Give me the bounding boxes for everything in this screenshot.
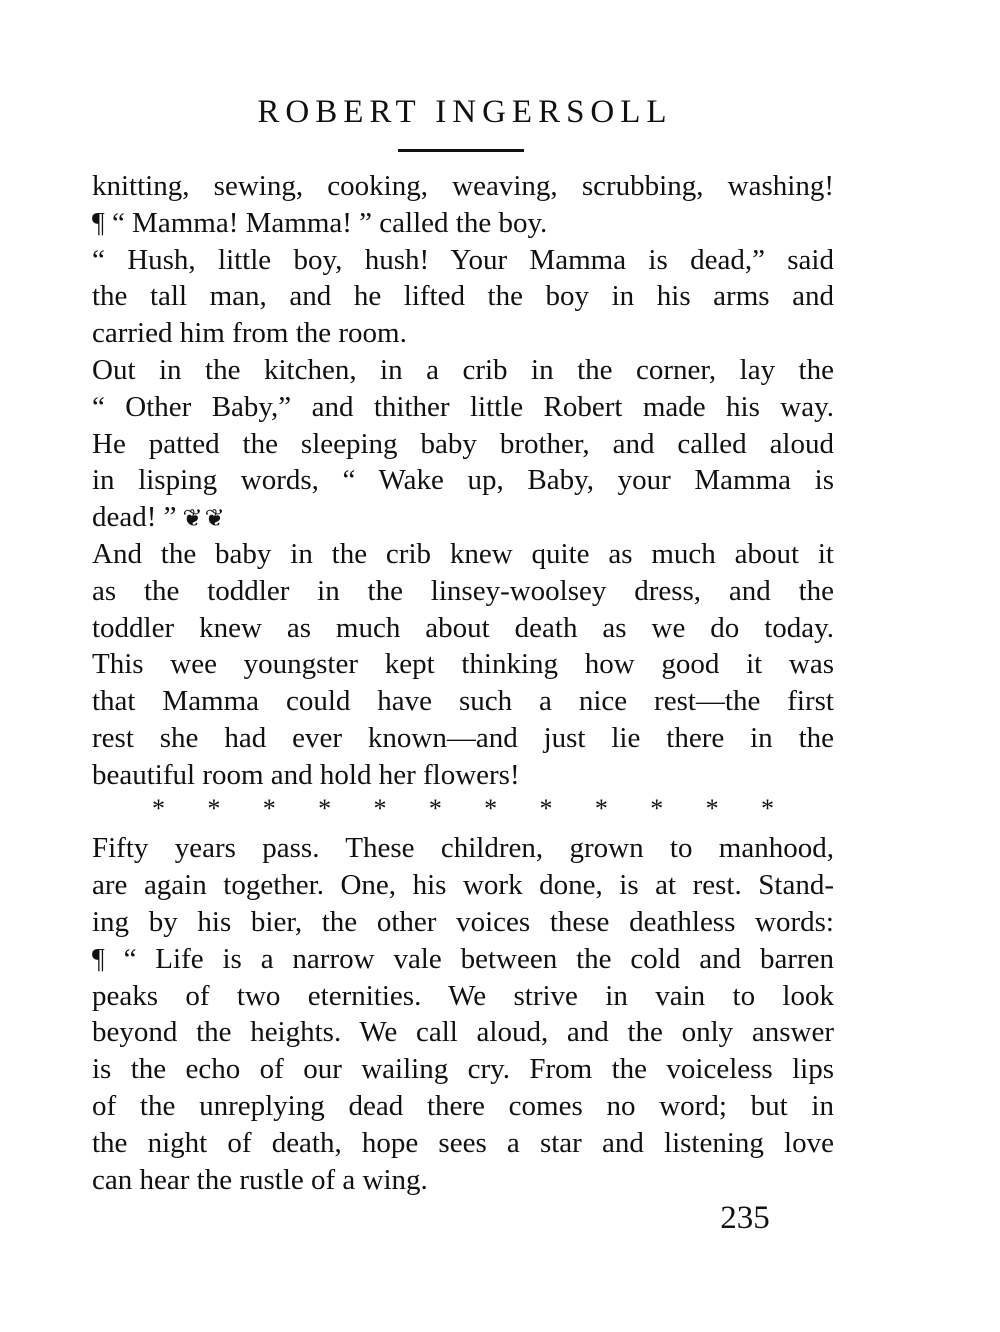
text-line: rest she had ever known—and just lie there in the — [92, 721, 834, 754]
section-break: * * * * * * * * * * * * — [152, 793, 774, 823]
pilcrow-mark: ¶ — [92, 943, 105, 975]
text-line: in lisping words, “ Wake up, Baby, your Mamma is — [92, 464, 834, 497]
text-line: ing by his bier, the other voices these deathless words: — [92, 905, 834, 938]
text-line: toddler knew as much about death as we do today. — [92, 611, 834, 644]
running-title: ROBERT INGERSOLL — [257, 94, 673, 130]
text-line: is the echo of our wailing cry. From the voiceless lips — [92, 1053, 834, 1086]
text-line: knitting, sewing, cooking, weaving, scrubbing, washing! — [92, 170, 834, 202]
text-line: the tall man, and he lifted the boy in his arms and — [92, 280, 834, 313]
text-line-content: “ Mamma! Mamma! ” called the boy. — [111, 206, 548, 239]
text-line — [92, 205, 834, 242]
text-line: Fifty years pass. These children, grown to manhood, — [92, 832, 834, 865]
text-line: beyond the heights. We call aloud, and the only answer — [92, 1016, 834, 1049]
text-line: as the toddler in the linsey-woolsey dress, and the — [92, 574, 834, 607]
text-line-content: dead! ” — [92, 501, 177, 534]
pilcrow-mark: ¶ — [92, 207, 105, 239]
text-line: carried him from the room. — [92, 317, 407, 350]
page-number: 235 — [720, 1200, 770, 1236]
text-line — [92, 941, 834, 978]
text-line: of the unreplying dead there comes no word; but in — [92, 1089, 834, 1122]
text-line: Out in the kitchen, in a crib in the corner, lay the — [92, 353, 834, 386]
title-rule — [398, 149, 524, 152]
body-text — [92, 168, 834, 1198]
text-line: are again together. One, his work done, is at rest. Stand- — [92, 869, 834, 902]
text-line: that Mamma could have such a nice rest—the first — [92, 685, 834, 718]
text-line: “ Hush, little boy, hush! Your Mamma is dead,” said — [92, 243, 834, 276]
text-line: peaks of two eternities. We strive in vain to look — [92, 979, 834, 1012]
text-line: the night of death, hope sees a star and listening love — [92, 1126, 834, 1159]
text-line: And the baby in the crib knew quite as much about it — [92, 537, 834, 570]
text-line: “ Other Baby,” and thither little Robert made his way. — [92, 390, 834, 423]
text-line: This wee youngster kept thinking how good it was — [92, 648, 834, 681]
text-line — [92, 499, 834, 536]
leaf-ornament-icon: ❦❦ — [182, 506, 227, 533]
text-line: can hear the rustle of a wing. — [92, 1163, 428, 1196]
text-line: He patted the sleeping baby brother, and called aloud — [92, 427, 834, 460]
text-line: beautiful room and hold her flowers! — [92, 758, 520, 791]
text-line-content: “ Life is a narrow vale between the cold and barren — [123, 942, 834, 975]
